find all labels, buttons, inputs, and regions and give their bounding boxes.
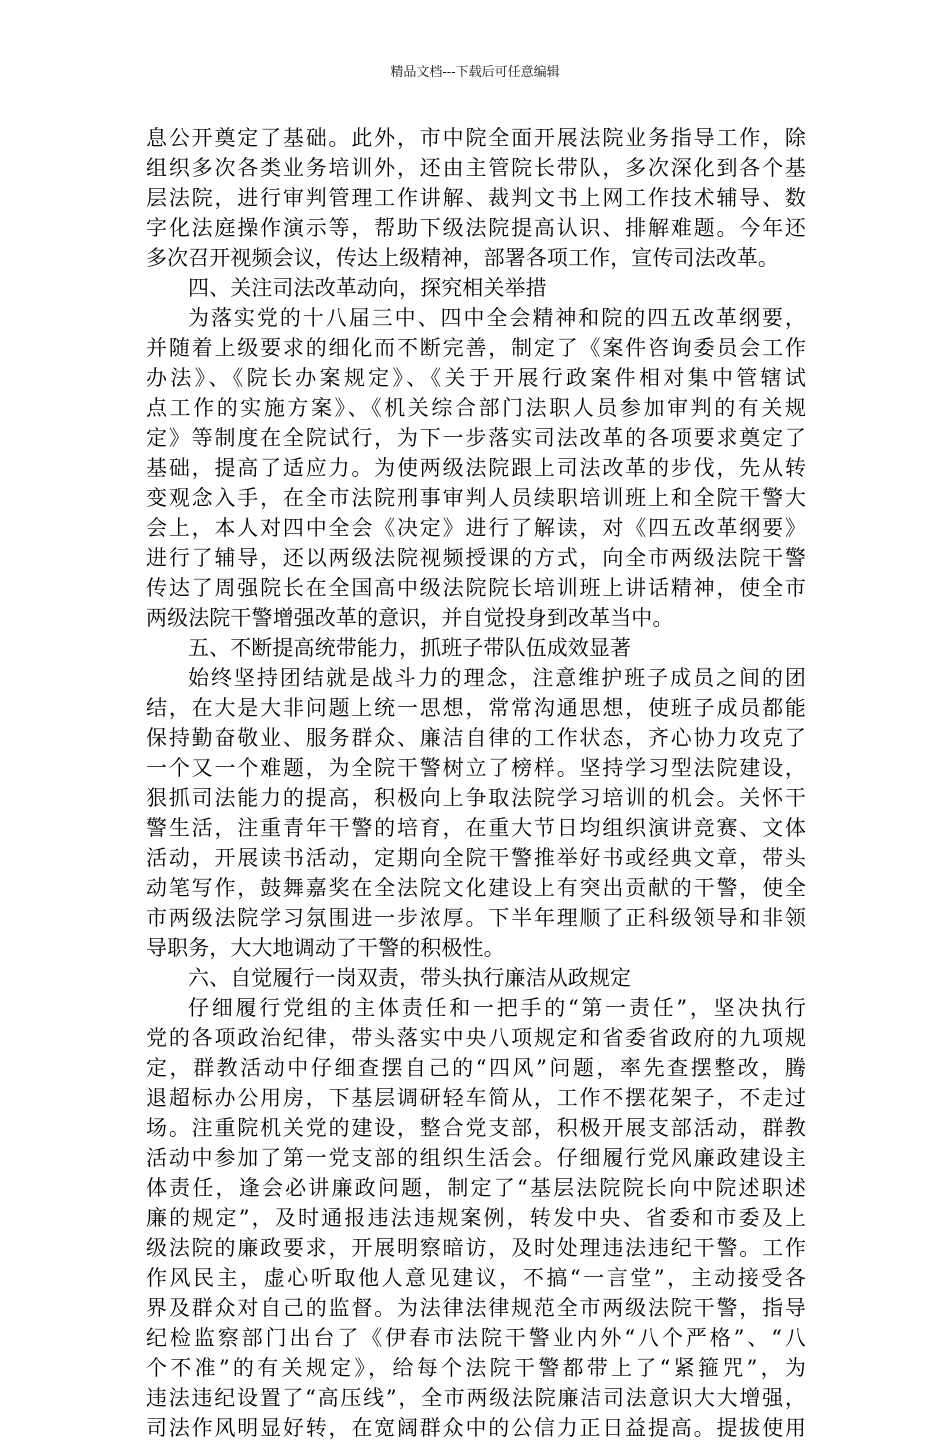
- text-line: 组织多次各类业务培训外，还由主管院长带队，多次深化到各个基: [146, 156, 806, 180]
- text-line: 警生活，注重青年干警的培育，在重大节日均组织演讲竞赛、文体: [146, 816, 806, 840]
- text-line: 级法院的廉政要求，开展明察暗访，及时处理违法违纪干警。工作: [146, 1236, 806, 1260]
- text-line: 界及群众对自己的监督。为法律法律规范全市两级法院干警，指导: [146, 1296, 806, 1320]
- text-line: 多次召开视频会议，传达上级精神，部署各项工作，宣传司法改革。: [146, 246, 779, 270]
- section-heading: [146, 633, 806, 663]
- heading-text: 四、关注司法改革动向，探究相关举措: [188, 276, 547, 300]
- text-line: 始终坚持团结就是战斗力的理念，注意维护班子成员之间的团: [188, 666, 806, 690]
- section-heading: [146, 963, 806, 993]
- document-body: [146, 123, 806, 1443]
- text-line: 违法违纪设置了“高压线”，全市两级法院廉洁司法意识大大增强，: [146, 1386, 806, 1410]
- paragraph: [146, 993, 806, 1443]
- text-line: 市两级法院学习氛围进一步浓厚。下半年理顺了正科级领导和非领: [146, 906, 806, 930]
- page-header: 精品文档---下载后可任意编辑: [390, 65, 560, 80]
- heading-text: 五、不断提高统带能力，抓班子带队伍成效显著: [188, 636, 632, 660]
- text-line: 作风民主，虚心听取他人意见建议，不搞“一言堂”，主动接受各: [146, 1266, 806, 1290]
- text-line: 狠抓司法能力的提高，积极向上争取法院学习培训的机会。关怀干: [146, 786, 806, 810]
- text-line: 传达了周强院长在全国高中级法院院长培训班上讲话精神，使全市: [146, 576, 806, 600]
- text-line: 活动中参加了第一党支部的组织生活会。仔细履行党风廉政建设主: [146, 1146, 806, 1170]
- text-line: 仔细履行党组的主体责任和一把手的“第一责任”，坚决执行: [188, 996, 806, 1020]
- paragraph: [146, 303, 806, 633]
- text-line: 进行了辅导，还以两级法院视频授课的方式，向全市两级法院干警: [146, 546, 806, 570]
- text-line: 廉的规定”，及时通报违法违规案例，转发中央、省委和市委及上: [146, 1206, 806, 1230]
- heading-text: 六、自觉履行一岗双责，带头执行廉洁从政规定: [188, 966, 632, 990]
- text-line: 定，群教活动中仔细查摆自己的“四风”问题，率先查摆整改，腾: [146, 1056, 806, 1080]
- text-line: 司法作风明显好转，在宽阔群众中的公信力正日益提高。提拔使用: [146, 1416, 806, 1440]
- text-line: 并随着上级要求的细化而不断完善，制定了《案件咨询委员会工作: [146, 336, 806, 360]
- text-line: 办法》、《院长办案规定》、《关于开展行政案件相对集中管辖试: [146, 366, 806, 390]
- text-line: 基础，提高了适应力。为使两级法院跟上司法改革的步伐，先从转: [146, 456, 806, 480]
- text-line: 个不准”的有关规定》，给每个法院干警都带上了“紧箍咒”，为: [146, 1356, 806, 1380]
- text-line: 纪检监察部门出台了《伊春市法院干警业内外“八个严格”、“八: [146, 1326, 806, 1350]
- text-line: 场。注重院机关党的建设，整合党支部，积极开展支部活动，群教: [146, 1116, 806, 1140]
- text-line: 会上，本人对四中全会《决定》进行了解读，对《四五改革纲要》: [146, 516, 806, 540]
- text-line: 党的各项政治纪律，带头落实中央八项规定和省委省政府的九项规: [146, 1026, 806, 1050]
- text-line: 保持勤奋敬业、服务群众、廉洁自律的工作状态，齐心协力攻克了: [146, 726, 806, 750]
- paragraph: [146, 663, 806, 963]
- text-line: 一个又一个难题，为全院干警树立了榜样。坚持学习型法院建设，: [146, 756, 806, 780]
- paragraph: [146, 123, 806, 273]
- text-line: 息公开奠定了基础。此外，市中院全面开展法院业务指导工作，除: [146, 126, 806, 150]
- text-line: 结，在大是大非问题上统一思想，常常沟通思想，使班子成员都能: [146, 696, 806, 720]
- text-line: 为落实党的十八届三中、四中全会精神和院的四五改革纲要，: [188, 306, 806, 330]
- text-line: 活动，开展读书活动，定期向全院干警推举好书或经典文章，带头: [146, 846, 806, 870]
- text-line: 退超标办公用房，下基层调研轻车简从，工作不摆花架子，不走过: [146, 1086, 806, 1110]
- text-line: 两级法院干警增强改革的意识，并自觉投身到改革当中。: [146, 606, 674, 630]
- text-line: 点工作的实施方案》、《机关综合部门法职人员参加审判的有关规: [146, 396, 806, 420]
- text-line: 变观念入手，在全市法院刑事审判人员续职培训班上和全院干警大: [146, 486, 806, 510]
- text-line: 导职务，大大地调动了干警的积极性。: [146, 936, 505, 960]
- text-line: 体责任，逢会必讲廉政问题，制定了“基层法院院长向中院述职述: [146, 1176, 806, 1200]
- section-heading: [146, 273, 806, 303]
- text-line: 定》等制度在全院试行，为下一步落实司法改革的各项要求奠定了: [146, 426, 806, 450]
- text-line: 字化法庭操作演示等，帮助下级法院提高认识、排解难题。今年还: [146, 216, 806, 240]
- text-line: 层法院，进行审判管理工作讲解、裁判文书上网工作技术辅导、数: [146, 186, 806, 210]
- text-line: 动笔写作，鼓舞嘉奖在全法院文化建设上有突出贡献的干警，使全: [146, 876, 806, 900]
